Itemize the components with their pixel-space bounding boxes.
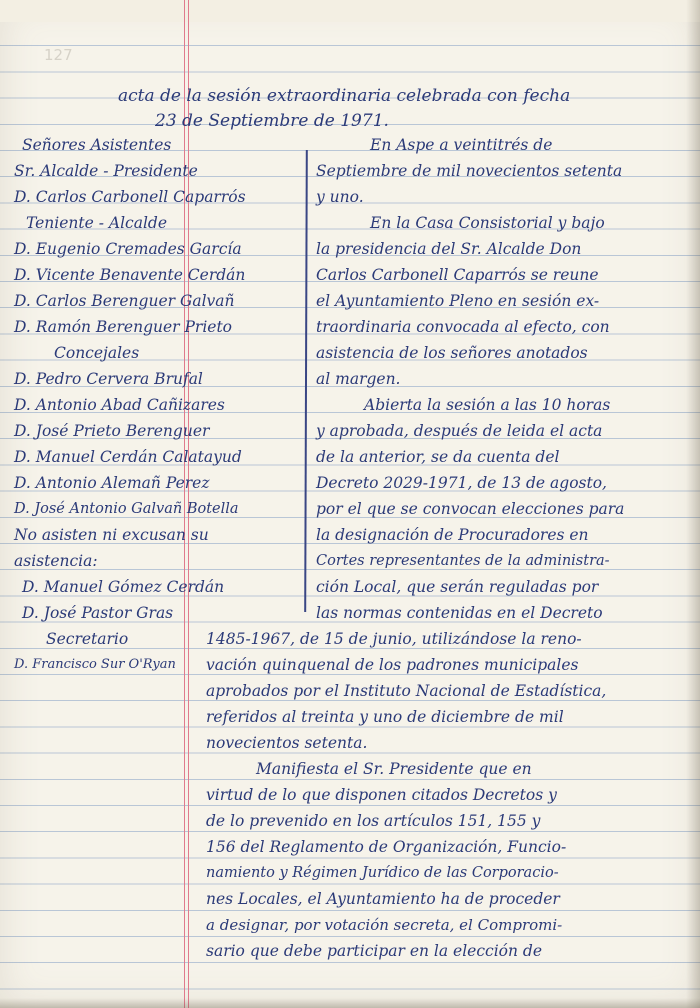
body-line: Carlos Carbonell Caparrós se reune bbox=[316, 266, 599, 284]
body-line: namiento y Régimen Jurídico de las Corporacio- bbox=[206, 865, 559, 881]
body-line: Decreto 2029-1971, de 13 de agosto, bbox=[316, 474, 607, 492]
body-line: En Aspe a veintitrés de bbox=[370, 136, 553, 154]
attendees-heading: Señores Asistentes bbox=[22, 136, 172, 154]
body-line: En la Casa Consistorial y bajo bbox=[370, 214, 605, 232]
attendee-name: D. Pedro Cervera Brufal bbox=[14, 370, 203, 388]
body-line: la presidencia del Sr. Alcalde Don bbox=[316, 240, 582, 258]
attendee-name: D. Vicente Benavente Cerdán bbox=[14, 266, 246, 284]
body-line: sario que debe participar en la elección de bbox=[206, 942, 543, 960]
body-line: la designación de Procuradores en bbox=[316, 526, 589, 544]
body-line: 156 del Reglamento de Organización, Funcio- bbox=[206, 838, 567, 856]
page-bottom-shadow bbox=[0, 998, 700, 1008]
body-line: al margen. bbox=[316, 370, 401, 388]
body-line: novecientos setenta. bbox=[206, 734, 368, 752]
title-line-1: acta de la sesión extraordinaria celebrada con fecha bbox=[118, 86, 571, 106]
column-divider bbox=[304, 150, 307, 612]
body-line: aprobados por el Instituto Nacional de Estadística, bbox=[206, 682, 607, 700]
body-line: Manifiesta el Sr. Presidente que en bbox=[256, 760, 532, 778]
body-line: virtud de lo que disponen citados Decretos y bbox=[206, 786, 557, 804]
attendee-name: D. Ramón Berenguer Prieto bbox=[14, 318, 233, 336]
attendee-name: D. Antonio Abad Cañizares bbox=[14, 396, 225, 414]
attendee-role-deputy: Teniente - Alcalde bbox=[26, 214, 168, 232]
body-line: Abierta la sesión a las 10 horas bbox=[364, 396, 611, 414]
body-line: a designar, por votación secreta, el Compromi- bbox=[206, 916, 563, 934]
body-line: de la anterior, se da cuenta del bbox=[316, 448, 560, 466]
body-line: el Ayuntamiento Pleno en sesión ex- bbox=[316, 292, 600, 310]
absentee-name: D. José Pastor Gras bbox=[22, 604, 174, 622]
page-top-band bbox=[0, 0, 700, 22]
secretary-name: D. Francisco Sur O'Ryan bbox=[14, 657, 176, 672]
attendee-name: D. Carlos Berenguer Galvañ bbox=[14, 292, 235, 310]
attendee-name: D. Carlos Carbonell Caparrós bbox=[14, 188, 246, 206]
attendee-name: D. Eugenio Cremades García bbox=[14, 240, 242, 258]
title-line-2: 23 de Septiembre de 1971. bbox=[155, 111, 389, 131]
attendee-name: D. Manuel Cerdán Calatayud bbox=[14, 448, 242, 466]
page-number: 127 bbox=[44, 46, 73, 64]
attendee-role-councillors: Concejales bbox=[54, 344, 140, 362]
body-line: traordinaria convocada al efecto, con bbox=[316, 318, 610, 336]
attendee-name: D. Antonio Alemañ Perez bbox=[14, 474, 210, 492]
body-line: asistencia de los señores anotados bbox=[316, 344, 588, 362]
absentee-name: D. Manuel Gómez Cerdán bbox=[22, 578, 225, 596]
body-line: referidos al treinta y uno de diciembre de mil bbox=[206, 708, 564, 726]
body-line: ción Local, que serán reguladas por bbox=[316, 578, 599, 596]
attendee-role-secretary: Secretario bbox=[46, 630, 129, 648]
body-line: las normas contenidas en el Decreto bbox=[316, 604, 603, 622]
body-line: Septiembre de mil novecientos setenta bbox=[316, 162, 623, 180]
body-line: 1485-1967, de 15 de junio, utilizándose la reno- bbox=[206, 630, 582, 648]
body-line: nes Locales, el Ayuntamiento ha de proceder bbox=[206, 890, 560, 908]
absentees-heading: No asisten ni excusan su bbox=[14, 526, 209, 544]
body-line: por el que se convocan elecciones para bbox=[316, 500, 625, 518]
body-line: vación quinquenal de los padrones municipales bbox=[206, 656, 579, 674]
attendee-name: D. José Prieto Berenguer bbox=[14, 422, 210, 440]
absentees-heading-cont: asistencia: bbox=[14, 552, 98, 570]
page-edge-shadow bbox=[686, 0, 700, 1008]
attendee-name: D. José Antonio Galvañ Botella bbox=[14, 501, 239, 517]
body-line: de lo prevenido en los artículos 151, 155 y bbox=[206, 812, 541, 830]
attendee-role-mayor: Sr. Alcalde - Presidente bbox=[14, 162, 198, 180]
body-line: y uno. bbox=[316, 188, 364, 206]
body-line: Cortes representantes de la administra- bbox=[316, 553, 610, 569]
body-line: y aprobada, después de leida el acta bbox=[316, 422, 603, 440]
